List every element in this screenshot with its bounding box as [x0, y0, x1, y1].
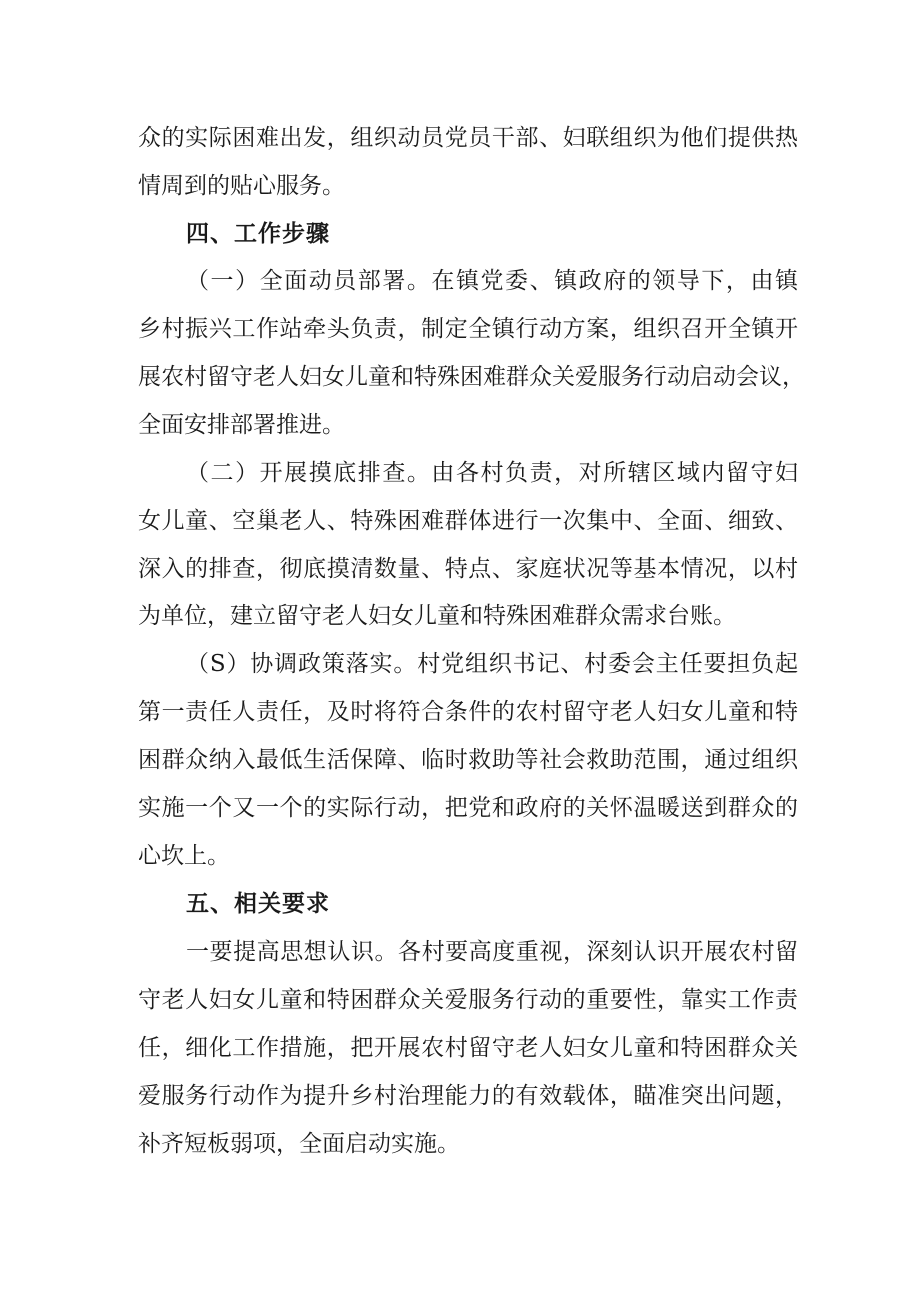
paragraph-line: （一）全面动员部署。在镇党委、镇政府的领导下，由镇	[186, 268, 798, 294]
paragraph-line: 为单位，建立留守老人妇女儿童和特殊困难群众需求台账。	[138, 603, 736, 629]
paragraph-line: （S）协调政策落实。村党组织书记、村委会主任要担负起	[186, 651, 798, 677]
paragraph-line: 困群众纳入最低生活保障、临时救助等社会救助范围，通过组织	[138, 747, 798, 773]
paragraph-line: 实施一个又一个的实际行动，把党和政府的关怀温暖送到群众的	[138, 795, 798, 821]
paragraph-line: 补齐短板弱项，全面启动实施。	[138, 1131, 460, 1157]
paragraph-line: 全面安排部署推进。	[138, 412, 345, 438]
paragraph-line: 乡村振兴工作站牵头负责，制定全镇行动方案，组织召开全镇开	[138, 316, 798, 342]
section-heading-work-steps: 四、工作步骤	[186, 221, 330, 247]
paragraph-line: 一要提高思想认识。各村要高度重视，深刻认识开展农村留	[186, 939, 798, 965]
section-heading-requirements: 五、相关要求	[186, 891, 330, 917]
paragraph-line: 深入的排查，彻底摸清数量、特点、家庭状况等基本情况，以村	[138, 556, 798, 582]
paragraph-line: 爱服务行动作为提升乡村治理能力的有效载体，瞄准突出问题，	[138, 1083, 798, 1109]
paragraph-line: 情周到的贴心服务。	[138, 173, 345, 199]
paragraph-line: 众的实际困难出发，组织动员党员干部、妇联组织为他们提供热	[138, 125, 798, 151]
paragraph-line: 女儿童、空巢老人、特殊困难群体进行一次集中、全面、细致、	[138, 508, 798, 534]
paragraph-line: 第一责任人责任，及时将符合条件的农村留守老人妇女儿童和特	[138, 699, 798, 725]
paragraph-line: 展农村留守老人妇女儿童和特殊困难群众关爱服务行动启动会议，	[138, 364, 805, 390]
paragraph-line: （二）开展摸底排查。由各村负责，对所辖区域内留守妇	[186, 460, 798, 486]
paragraph-line: 心坎上。	[138, 843, 230, 869]
paragraph-line: 守老人妇女儿童和特困群众关爱服务行动的重要性，靠实工作责	[138, 987, 798, 1013]
paragraph-line: 任，细化工作措施，把开展农村留守老人妇女儿童和特困群众关	[138, 1035, 798, 1061]
